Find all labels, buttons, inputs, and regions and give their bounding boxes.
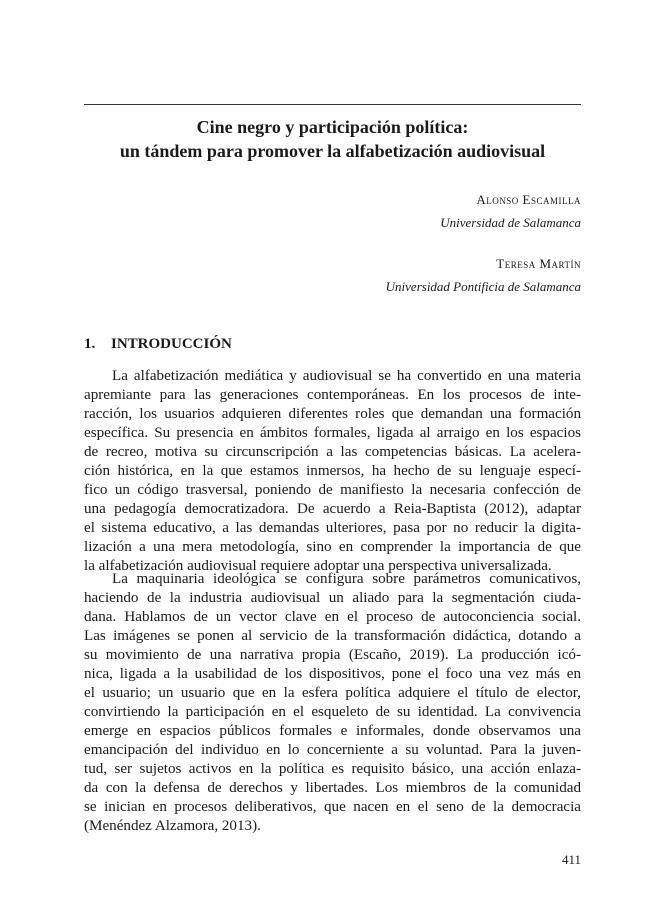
section-title: INTRODUCCIÓN bbox=[111, 336, 232, 352]
paragraph-line: da con la defensa de derechos y libertades. Los miembros de la comunidad bbox=[84, 780, 581, 796]
paragraph-line: (Menéndez Alzamora, 2013). bbox=[84, 818, 261, 834]
section-heading bbox=[84, 334, 232, 354]
paragraph-line: haciendo de la industria audiovisual un aliado para la segmentación ciuda- bbox=[84, 590, 581, 606]
author-1 bbox=[386, 191, 581, 232]
article-title bbox=[84, 115, 581, 163]
page-number: 411 bbox=[561, 852, 581, 867]
paragraph-line: la alfabetización audiovisual requiere adoptar una perspectiva universalizada. bbox=[84, 558, 552, 574]
paragraph-line: una pedagogía democratizadora. De acuerdo a Reia-Baptista (2012), adaptar bbox=[84, 501, 581, 517]
paragraph-line: el usuario; un usuario que en la esfera política adquiere el título de elector, bbox=[84, 685, 581, 701]
paragraph-line: se inician en procesos deliberativos, que nacen en el seno de la democracia bbox=[84, 799, 581, 815]
paragraph-line: el sistema educativo, a las demandas ulteriores, pasa por no reducir la digita- bbox=[84, 520, 581, 536]
author-name: Teresa Martín bbox=[496, 256, 581, 271]
title-rule bbox=[84, 104, 581, 105]
paragraph-line: dana. Hablamos de un vector clave en el proceso de autoconciencia social. bbox=[84, 609, 581, 625]
paragraph-line: La alfabetización mediática y audiovisual se ha convertido en una materia bbox=[112, 368, 581, 384]
section-number: 1. bbox=[84, 336, 96, 352]
paragraph-line: nica, ligada a la usabilidad de los dispositivos, pone el foco una vez más en bbox=[84, 666, 581, 682]
author-2 bbox=[386, 255, 581, 296]
paragraph-1 bbox=[84, 367, 581, 576]
paragraph-line: emancipación del individuo en lo concerniente a su voluntad. Para la juven- bbox=[84, 742, 581, 758]
paragraph-line: su movimiento de una narrativa propia (Escaño, 2019). La producción icó- bbox=[84, 647, 581, 663]
paragraph-line: específica. Su presencia en ámbitos formales, ligada al arraigo en los espacios bbox=[84, 425, 581, 441]
author-affiliation: Universidad de Salamanca bbox=[440, 215, 581, 230]
paragraph-line: Las imágenes se ponen al servicio de la transformación didáctica, dotando a bbox=[84, 628, 581, 644]
paragraph-line: fico un código trasversal, poniendo de manifiesto la necesaria confección de bbox=[84, 482, 581, 498]
paragraph-line: convirtiendo la participación en el esqueleto de su identidad. La convivencia bbox=[84, 704, 581, 720]
paragraph-2 bbox=[84, 570, 581, 836]
title-line-1: Cine negro y participación política: bbox=[196, 117, 469, 137]
paragraph-line: ción histórica, en la que estamos inmersos, ha hecho de su lenguaje especí- bbox=[84, 463, 581, 479]
paragraph-line: tud, ser sujetos activos en la política es requisito básico, una acción enlaza- bbox=[84, 761, 581, 777]
paragraph-line: racción, los usuarios adquieren diferentes roles que demandan una formación bbox=[84, 406, 581, 422]
paragraph-line: lización a una mera metodología, sino en comprender la importancia de que bbox=[84, 539, 581, 555]
author-name: Alonso Escamilla bbox=[476, 192, 581, 207]
author-block bbox=[386, 191, 581, 296]
paragraph-line: apremiante para las generaciones contemporáneas. En los procesos de inte- bbox=[84, 387, 581, 403]
paragraph-line: de recreo, motiva su circunscripción a las competencias básicas. La acelera- bbox=[84, 444, 581, 460]
title-line-2: un tándem para promover la alfabetización audiovisual bbox=[119, 141, 546, 161]
paragraph-line: La maquinaria ideológica se configura sobre parámetros comunicativos, bbox=[112, 571, 581, 587]
author-affiliation: Universidad Pontificia de Salamanca bbox=[385, 279, 581, 294]
paragraph-line: emerge en espacios públicos formales e informales, donde observamos una bbox=[84, 723, 581, 739]
